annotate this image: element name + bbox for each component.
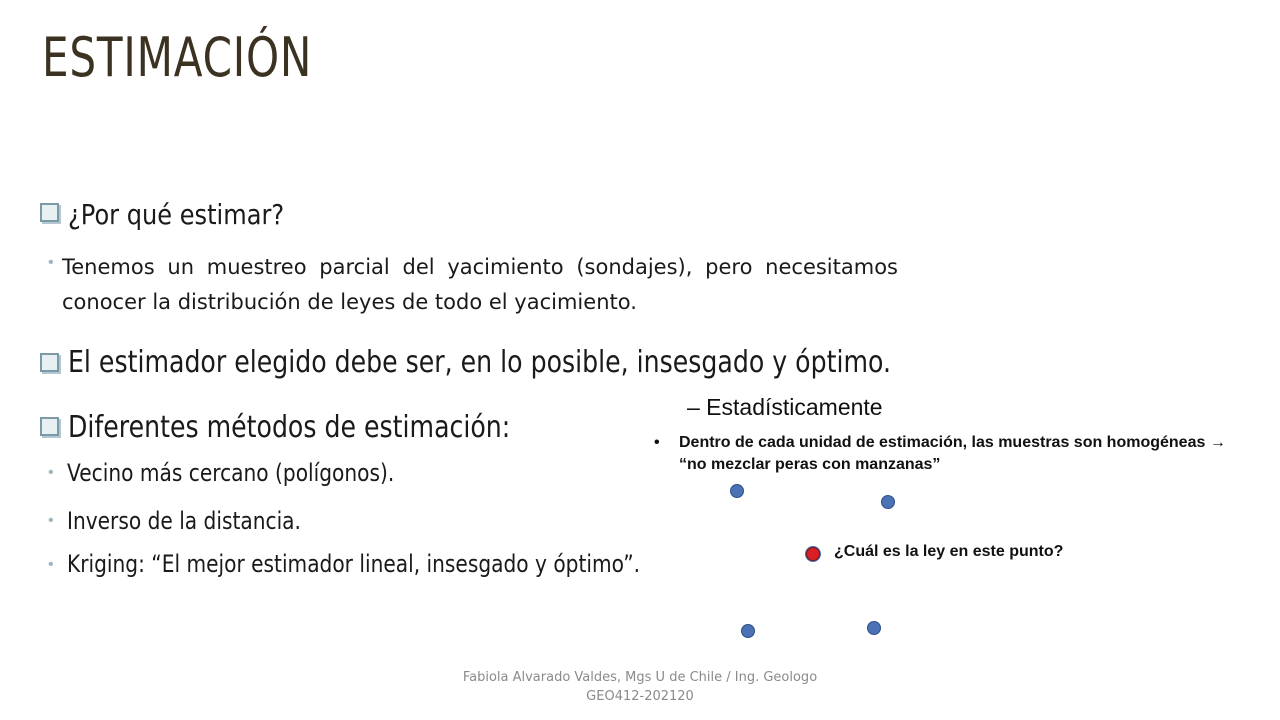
checkbox-bullet-icon bbox=[40, 353, 59, 372]
sample-point-icon bbox=[881, 495, 895, 509]
sample-point-icon bbox=[867, 621, 881, 635]
section1-heading: ¿Por qué estimar? bbox=[68, 198, 285, 231]
bullet-dot-icon: • bbox=[48, 512, 54, 529]
bullet-dot-icon: • bbox=[48, 556, 54, 573]
method-item: Inverso de la distancia. bbox=[67, 507, 301, 535]
section3-heading: Diferentes métodos de estimación: bbox=[68, 410, 511, 445]
section2-heading: El estimador elegido debe ser, en lo posible, insesgado y óptimo. bbox=[68, 345, 892, 380]
sample-point-icon bbox=[741, 624, 755, 638]
section1-paragraph: Tenemos un muestreo parcial del yacimiento (sondajes), pero necesitamos conocer la distribución de leyes de todo el yacimiento. bbox=[62, 255, 898, 314]
slide-footer bbox=[390, 668, 890, 706]
figure-bullet-line: Dentro de cada unidad de estimación, las muestras son homogéneas → bbox=[679, 434, 1226, 451]
method-item: Kriging: “El mejor estimador lineal, insesgado y óptimo”. bbox=[67, 550, 641, 578]
method-item: Vecino más cercano (polígonos). bbox=[67, 459, 395, 487]
footer-author: Fabiola Alvarado Valdes, Mgs U de Chile / Ing. Geologo bbox=[462, 670, 818, 685]
figure-heading: – Estadísticamente bbox=[687, 394, 883, 420]
question-label: ¿Cuál es la ley en este punto? bbox=[834, 543, 1064, 560]
checkbox-bullet-icon bbox=[40, 417, 59, 436]
sample-point-icon bbox=[730, 484, 744, 498]
bullet-dot-icon: • bbox=[48, 254, 54, 271]
footer-course: GEO412-202120 bbox=[586, 689, 694, 704]
target-point-icon bbox=[806, 547, 820, 561]
checkbox-bullet-icon bbox=[40, 203, 59, 222]
slide-title: ESTIMACIÓN bbox=[42, 26, 313, 89]
bullet-dot-icon: • bbox=[654, 434, 660, 451]
bullet-dot-icon: • bbox=[48, 464, 54, 481]
figure-bullet-text bbox=[679, 432, 1239, 476]
figure-bullet-line: “no mezclar peras con manzanas” bbox=[679, 456, 941, 473]
